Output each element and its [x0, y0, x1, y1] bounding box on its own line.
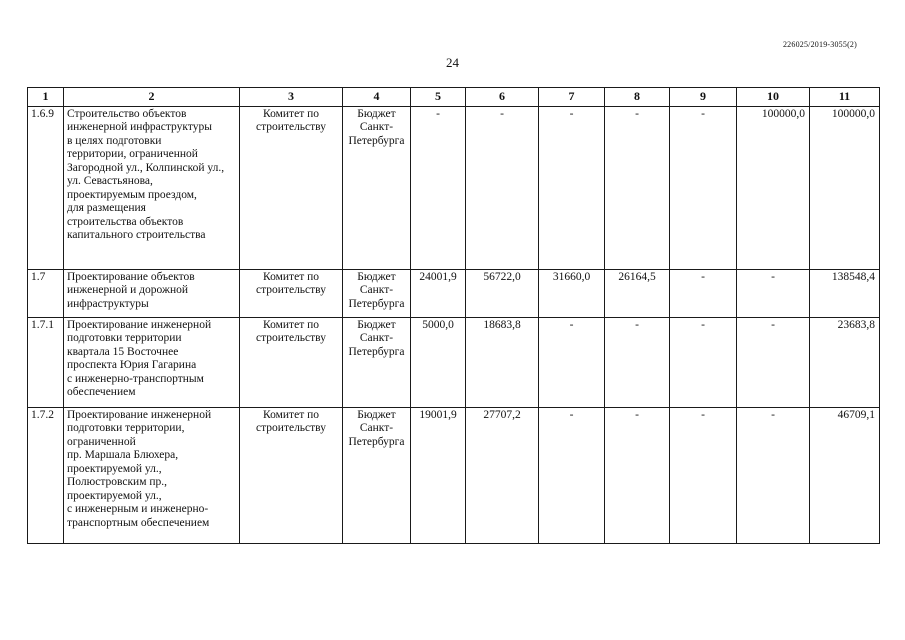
row-title-line: капитального строительства — [67, 229, 206, 241]
value-cell: - — [670, 269, 737, 317]
row-title — [64, 269, 240, 317]
total-cell: 46709,1 — [810, 407, 880, 543]
value-cell: 5000,0 — [411, 317, 466, 407]
row-title-line: Проектирование инженерной — [67, 318, 212, 331]
funding-source-cell: Бюджет Санкт-Петербурга — [343, 106, 411, 269]
funding-source-cell: Бюджет Санкт-Петербурга — [343, 269, 411, 317]
value-cell: - — [539, 106, 605, 269]
total-cell: 23683,8 — [810, 317, 880, 407]
row-title-line: подготовки территории, — [67, 422, 185, 434]
table-row — [28, 317, 880, 407]
header-cell: 5 — [411, 88, 466, 107]
header-cell: 11 — [810, 88, 880, 107]
row-title-line: Загородной ул., Колпинской ул., — [67, 161, 225, 174]
value-cell: - — [466, 106, 539, 269]
executor-cell: Комитет по строительству — [240, 269, 343, 317]
row-title-line: проектируемой ул., — [67, 489, 162, 502]
row-title-line: с инженерно-транспортным — [67, 372, 204, 385]
row-title-line: Проектирование инженерной — [67, 408, 212, 421]
value-cell: 19001,9 — [411, 407, 466, 543]
value-cell: - — [605, 317, 670, 407]
row-title-line: строительства объектов — [67, 215, 184, 228]
funding-source-cell: Бюджет Санкт-Петербурга — [343, 407, 411, 543]
executor-cell: Комитет по строительству — [240, 407, 343, 543]
row-title-line: инженерной инфраструктуры — [67, 121, 212, 133]
row-title-line: инженерной и дорожной — [67, 284, 188, 296]
value-cell: 26164,5 — [605, 269, 670, 317]
row-title — [64, 106, 240, 269]
header-cell: 10 — [737, 88, 810, 107]
header-cell: 8 — [605, 88, 670, 107]
row-number: 1.6.9 — [28, 106, 64, 269]
header-cell: 6 — [466, 88, 539, 107]
header-cell: 2 — [64, 88, 240, 107]
value-cell: 18683,8 — [466, 317, 539, 407]
row-title-line: ограниченной — [67, 435, 136, 448]
value-cell: - — [737, 407, 810, 543]
budget-table — [27, 87, 880, 544]
row-number: 1.7.2 — [28, 407, 64, 543]
header-row — [28, 88, 880, 107]
row-title-line: обеспечением — [67, 386, 136, 398]
value-cell: - — [737, 317, 810, 407]
row-title-line: проектируемым проездом, — [67, 188, 197, 201]
header-cell: 3 — [240, 88, 343, 107]
value-cell: 27707,2 — [466, 407, 539, 543]
row-title — [64, 407, 240, 543]
value-cell: - — [670, 106, 737, 269]
row-title-line: проектируемой ул., — [67, 462, 162, 475]
row-title-line: в целях подготовки — [67, 134, 162, 147]
row-title-line: Полюстровским пр., — [67, 476, 168, 488]
executor-cell: Комитет по строительству — [240, 106, 343, 269]
funding-source-cell: Бюджет Санкт-Петербурга — [343, 317, 411, 407]
header-cell: 1 — [28, 88, 64, 107]
row-title-line: ул. Севастьянова, — [67, 175, 153, 187]
header-cell: 9 — [670, 88, 737, 107]
value-cell: - — [605, 407, 670, 543]
table-row — [28, 106, 880, 269]
row-title — [64, 317, 240, 407]
row-title-line: с инженерным и инженерно- — [67, 503, 209, 515]
row-title-line: инфраструктуры — [67, 297, 149, 310]
page-number: 24 — [446, 55, 459, 70]
row-title-line: квартала 15 Восточнее — [67, 345, 179, 358]
value-cell: - — [605, 106, 670, 269]
value-cell: - — [539, 407, 605, 543]
row-title-line: Строительство объектов — [67, 107, 187, 120]
row-title-line: территории, ограниченной — [67, 148, 198, 160]
value-cell: - — [670, 317, 737, 407]
row-title-line: Проектирование объектов — [67, 270, 195, 283]
value-cell: - — [411, 106, 466, 269]
row-title-line: для размещения — [67, 202, 146, 214]
value-cell: 24001,9 — [411, 269, 466, 317]
row-title-line: транспортным обеспечением — [67, 516, 210, 529]
executor-cell: Комитет по строительству — [240, 317, 343, 407]
row-title-line: подготовки территории — [67, 332, 182, 344]
row-title-line: проспекта Юрия Гагарина — [67, 359, 197, 371]
value-cell: - — [539, 317, 605, 407]
value-cell: 100000,0 — [737, 106, 810, 269]
row-number: 1.7 — [28, 269, 64, 317]
header-cell: 4 — [343, 88, 411, 107]
table-row — [28, 269, 880, 317]
value-cell: 31660,0 — [539, 269, 605, 317]
document-id: 226025/2019-3055(2) — [782, 40, 857, 49]
row-title-line: пр. Маршала Блюхера, — [67, 449, 179, 461]
total-cell: 100000,0 — [810, 106, 880, 269]
table-row — [28, 407, 880, 543]
value-cell: - — [737, 269, 810, 317]
row-number: 1.7.1 — [28, 317, 64, 407]
header-cell: 7 — [539, 88, 605, 107]
value-cell: - — [670, 407, 737, 543]
value-cell: 56722,0 — [466, 269, 539, 317]
total-cell: 138548,4 — [810, 269, 880, 317]
